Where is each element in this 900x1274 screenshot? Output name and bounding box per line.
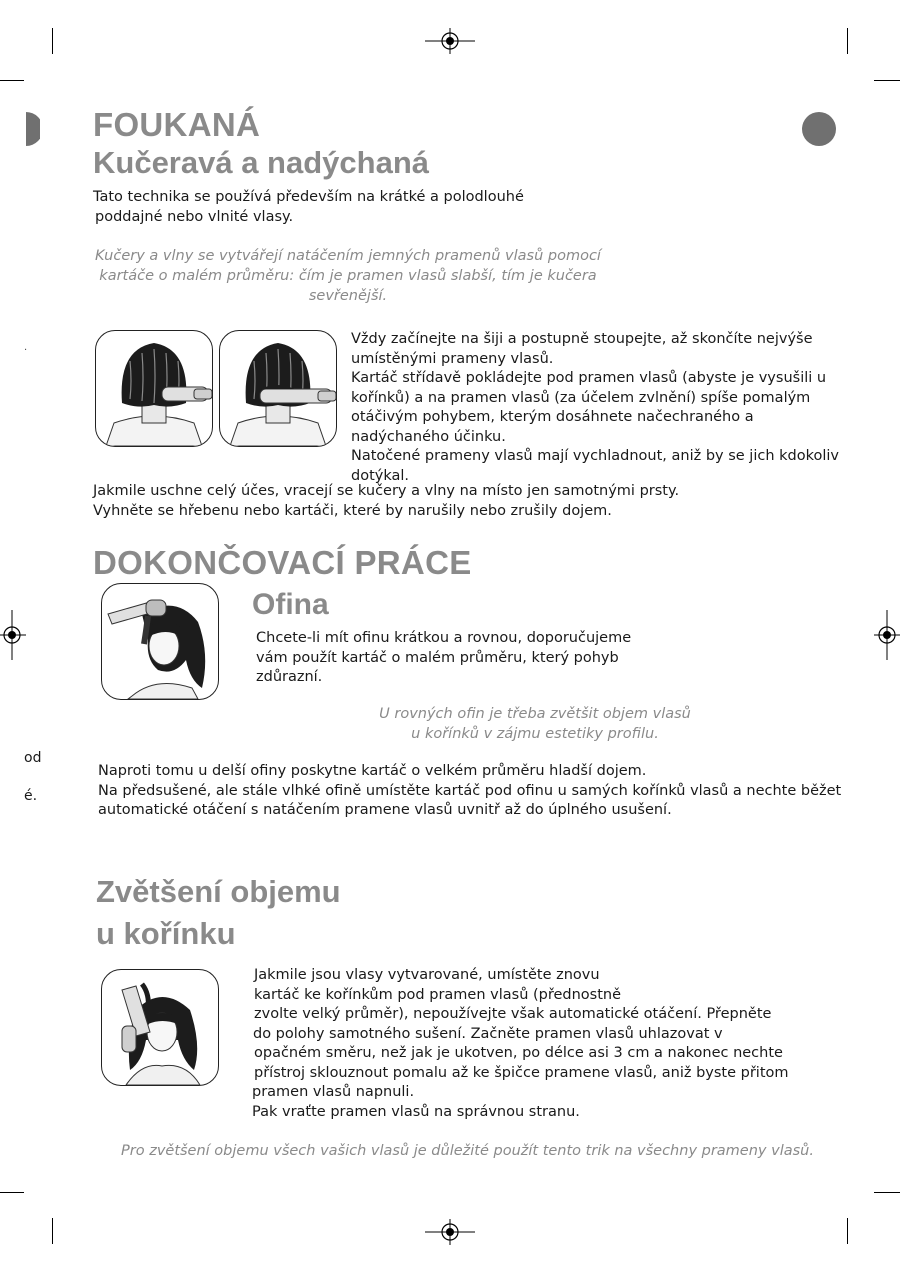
bangs-illustration <box>101 583 219 700</box>
crop-mark <box>847 28 848 54</box>
crop-mark <box>0 1192 24 1193</box>
page-tab-right-icon <box>802 112 836 146</box>
hair-back-illustration <box>219 330 337 447</box>
section-title: FOUKANÁ <box>93 106 261 143</box>
registration-mark-icon <box>425 28 475 54</box>
root-volume-illustration <box>101 969 219 1086</box>
intro-text: Tato technika se používá především na krátké a polodlouhé poddajné nebo vlnité vlasy. <box>93 189 524 225</box>
section-title: DOKONČOVACÍ PRÁCE <box>93 544 472 581</box>
section-title: Zvětšení objemu <box>96 874 341 909</box>
crop-mark <box>874 1192 900 1193</box>
crop-mark <box>0 80 24 81</box>
margin-fragment: é. <box>24 788 38 804</box>
margin-fragment: . <box>24 342 28 353</box>
section-subtitle: Ofina <box>252 588 329 621</box>
crop-mark <box>52 28 53 54</box>
outro-text: Jakmile uschne celý účes, vracejí se kučery a vlny na místo jen samotnými prsty. Vyhněte se hřebenu nebo kartáči, které by narušily nebo zrušily dojem. <box>93 483 680 519</box>
page-tab-left-icon <box>26 112 40 146</box>
intro-text: Chcete-li mít ofinu krátkou a rovnou, doporučujeme vám použít kartáč o malém průměru, který pohyb zdůrazní. <box>256 630 632 685</box>
tip-text: Kučery a vlny se vytvářejí natáčením jemných pramenů vlasů pomocí kartáče o malém průměru: čím je pramen vlasů slabší, tím je kučera sevřenější. <box>95 248 601 304</box>
body-text: Jakmile jsou vlasy vytvarované, umístěte znovu kartáč ke kořínkům pod pramen vlasů (přednostně zvolte velký průměr), nepoužívejte však automatické otáčení. Přepněte do polohy samotného sušení. Začněte pramen vlasů uhlazovat v opačném směru, než jak je ukotven, po délce asi 3 cm a nakonec nechte přístroj sklouznout pomalu až ke špičce pramene vlasů, aniž byste přitom pramen vlasů napnuli. Pak vraťte pramen vlasů na správnou stranu. <box>252 967 789 1120</box>
section-subtitle: Kučeravá a nadýchaná <box>93 145 430 180</box>
crop-mark <box>847 1218 848 1244</box>
body-text: Naproti tomu u delší ofiny poskytne kartáč o velkém průměru hladší dojem. Na předsušené, ale stále vlhké ofině umístěte kartáč pod ofinu u samých kořínků vlasů a nechte běžet automatické otáčení s natáčením pramene vlasů uvnitř až do úplného usušení. <box>98 763 842 818</box>
tip-text: U rovných ofin je třeba zvětšit objem vlasů u kořínků v zájmu estetiky profilu. <box>379 706 691 742</box>
margin-fragment: od <box>24 750 42 766</box>
registration-mark-icon <box>0 610 26 660</box>
steps-text: Vždy začínejte na šiji a postupně stoupejte, až skončíte nejvýše umístěnými prameny vlasů. Kartáč střídavě pokládejte pod pramen vlasů (abyste je vysušili u kořínků) a na pramen vlasů (za účelem zvlnění) spíše pomalým otáčivým pohybem, kterým dosáhnete načechraného a nadýchaného účinku. Natočené prameny vlasů mají vychladnout, aniž by se jich kdokoliv dotýkal. <box>351 331 839 484</box>
registration-mark-icon <box>874 610 900 660</box>
section-title: u kořínku <box>96 916 236 951</box>
footer-tip: Pro zvětšení objemu všech vašich vlasů je důležité použít tento trik na všechny prameny vlasů. <box>121 1143 814 1159</box>
crop-mark <box>874 80 900 81</box>
registration-mark-icon <box>425 1219 475 1245</box>
hair-back-illustration <box>95 330 213 447</box>
crop-mark <box>52 1218 53 1244</box>
